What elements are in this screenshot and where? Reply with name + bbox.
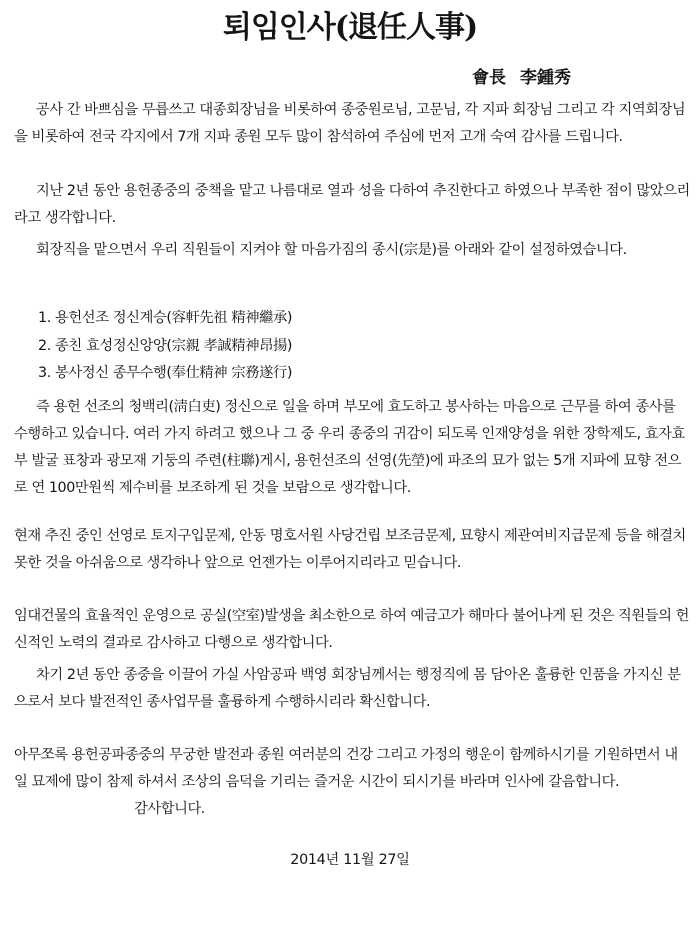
paragraph-achievements: [14, 394, 690, 502]
list-item: 3. 봉사정신 종무수행(奉仕精神 宗務遂行): [38, 365, 293, 381]
author-signature: [472, 66, 571, 90]
list-item: 2. 종친 효성정신앙양(宗親 孝誠精神昂揚): [38, 337, 293, 354]
closing-sentence: 아무쪼록 용헌공파종중의 무궁한 발전과 종원 여러분의 건강 그리고 가정의 행운이 함께하시기를 기원하면서 내일 묘제에 많이 참제 하셔서 조상의 음덕을 기리는 즐거운 시간이 되시기를 바라며 인사에 갈음합니다.: [14, 747, 678, 790]
closing-thanks: 감사합니다.: [134, 801, 205, 817]
paragraph-text: [14, 742, 690, 823]
paragraph-greeting: [14, 97, 690, 151]
paragraph-reflection: [14, 178, 690, 232]
document-date: 2014년 11월 27일: [290, 852, 410, 868]
document-title: 퇴임인사(退任人事): [222, 10, 478, 45]
author-name: 李鍾秀: [520, 68, 571, 88]
paragraph-finances: [14, 603, 690, 657]
paragraph-text: 임대건물의 효율적인 운영으로 공실(空室)발생을 최소한으로 하여 예금고가 해마다 불어나게 된 것은 직원들의 헌신적인 노력의 결과로 감사하고 다행으로 생각합니다.: [14, 608, 689, 651]
paragraph-successor: [14, 662, 690, 716]
paragraph-text: 지난 2년 동안 용헌종중의 중책을 맡고 나름대로 열과 성을 다하여 추진한다고 하였으나 부족한 점이 많았으리라고 생각합니다.: [14, 183, 690, 226]
paragraph-pending-issues: [14, 523, 690, 577]
list-item: 1. 용헌선조 정신계승(容軒先祖 精神繼承): [38, 310, 293, 326]
principles-list: [38, 305, 292, 388]
paragraph-text: 회장직을 맡으면서 우리 직원들이 지켜야 할 마음가짐의 종시(宗是)를 아래와 같이 설정하였습니다.: [36, 242, 627, 258]
paragraph-text: 현재 추진 중인 선영로 토지구입문제, 안동 명호서원 사당건립 보조금문제, 묘향시 제관여비지급문제 등을 해결치 못한 것을 아쉬움으로 생각하나 앞으로 언젠가는 이루어지리라고 믿습니다.: [14, 528, 686, 571]
paragraph-closing: [14, 742, 690, 823]
paragraph-principles-intro: [14, 237, 690, 264]
paragraph-text: 즉 용헌 선조의 청백리(淸白吏) 정신으로 일을 하며 부모에 효도하고 봉사하는 마음으로 근무를 하여 종사를 수행하고 있습니다. 여러 가지 하려고 했으나 그 중 우리 종중의 귀감이 되도록 인재양성을 위한 장학제도, 효자효부 발굴 표창과 광모재 기둥의 주련(柱聯)게시, 용헌선조의 선영(先塋)에 파조의 묘가 없는 5개 지파에 묘향 전으로 연 100만원씩 제수비를 보조하게 된 것을 보람으로 생각합니다.: [14, 399, 685, 496]
author-title: 會長: [472, 68, 506, 88]
paragraph-text: 공사 간 바쁘심을 무릅쓰고 대종회장님을 비롯하여 종중원로님, 고문님, 각 지파 회장님 그리고 각 지역회장님을 비롯하여 전국 각지에서 7개 지파 종원 모두 많이 참석하여 주심에 먼저 고개 숙여 감사를 드립니다.: [14, 102, 686, 145]
paragraph-text: 차기 2년 동안 종중을 이끌어 가실 사암공파 백영 회장님께서는 행정직에 몸 담아온 훌륭한 인품을 가지신 분으로서 보다 발전적인 종사업무를 훌륭하게 수행하시리라 확신합니다.: [14, 667, 681, 710]
